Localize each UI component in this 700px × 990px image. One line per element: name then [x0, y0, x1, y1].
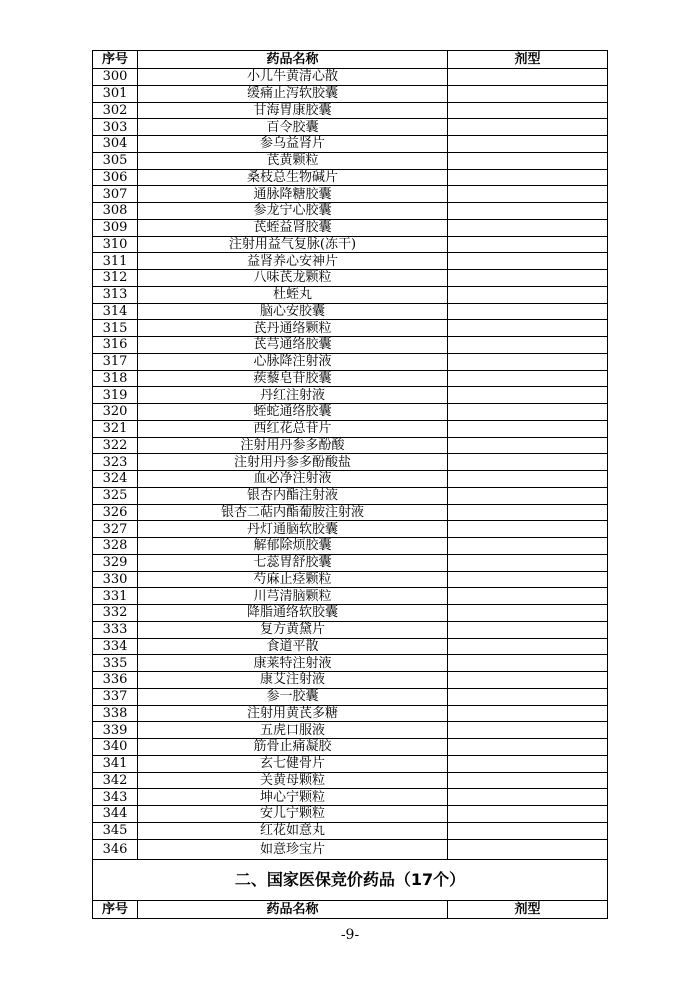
cell-no: 316: [93, 337, 138, 354]
cell-form: [448, 672, 608, 689]
table-row: [93, 320, 608, 337]
cell-form: [448, 387, 608, 404]
cell-no: 301: [93, 85, 138, 102]
table-row: [93, 152, 608, 169]
cell-form: [448, 370, 608, 387]
cell-no: 333: [93, 621, 138, 638]
cell-form: [448, 102, 608, 119]
cell-form: [448, 554, 608, 571]
cell-form: [448, 605, 608, 622]
cell-no: 320: [93, 404, 138, 421]
cell-form: [448, 203, 608, 220]
table-row: [93, 688, 608, 705]
table-row: [93, 353, 608, 370]
cell-name: 降脂通络软胶囊: [138, 605, 448, 622]
cell-form: [448, 186, 608, 203]
cell-no: 324: [93, 471, 138, 488]
table-row: [93, 420, 608, 437]
cell-form: [448, 152, 608, 169]
cell-form: [448, 722, 608, 739]
table-row: [93, 672, 608, 689]
cell-no: 330: [93, 571, 138, 588]
cell-no: 304: [93, 136, 138, 153]
cell-name: 脑心安胶囊: [138, 303, 448, 320]
table-row: [93, 303, 608, 320]
cell-no: 321: [93, 420, 138, 437]
cell-form: [448, 119, 608, 136]
cell-name: 筋骨止痛凝胶: [138, 739, 448, 756]
table-row: [93, 705, 608, 722]
cell-name: 桑枝总生物碱片: [138, 169, 448, 186]
cell-name: 注射用黄芪多糖: [138, 705, 448, 722]
cell-no: 337: [93, 688, 138, 705]
table-header-row: [93, 51, 608, 69]
table-row: [93, 588, 608, 605]
table-header-row-next: [93, 900, 608, 918]
cell-form: [448, 621, 608, 638]
table-row: [93, 69, 608, 86]
cell-name: 关黄母颗粒: [138, 772, 448, 789]
cell-no: 308: [93, 203, 138, 220]
cell-form: [448, 688, 608, 705]
cell-no: 319: [93, 387, 138, 404]
cell-no: 302: [93, 102, 138, 119]
table-row: [93, 755, 608, 772]
table-row: [93, 337, 608, 354]
cell-name: 如意珍宝片: [138, 839, 448, 859]
cell-name: 银杏内酯注射液: [138, 487, 448, 504]
cell-no: 317: [93, 353, 138, 370]
cell-form: [448, 755, 608, 772]
cell-form: [448, 337, 608, 354]
table-row: [93, 471, 608, 488]
cell-no: 303: [93, 119, 138, 136]
cell-no: 318: [93, 370, 138, 387]
cell-name: 心脉降注射液: [138, 353, 448, 370]
cell-no: 339: [93, 722, 138, 739]
cell-no: 342: [93, 772, 138, 789]
cell-no: 311: [93, 253, 138, 270]
cell-no: 312: [93, 270, 138, 287]
cell-form: [448, 571, 608, 588]
cell-name: 芪丹通络颗粒: [138, 320, 448, 337]
cell-name: 参乌益肾片: [138, 136, 448, 153]
table-row: [93, 722, 608, 739]
cell-name: 红花如意丸: [138, 822, 448, 839]
cell-form: [448, 655, 608, 672]
cell-name: 参一胶囊: [138, 688, 448, 705]
table-row: [93, 772, 608, 789]
cell-name: 蛭蛇通络胶囊: [138, 404, 448, 421]
cell-form: [448, 806, 608, 823]
cell-form: [448, 538, 608, 555]
cell-no: 323: [93, 454, 138, 471]
cell-name: 芪蛭益肾胶囊: [138, 219, 448, 236]
cell-name: 小儿牛黄清心散: [138, 69, 448, 86]
cell-no: 313: [93, 286, 138, 303]
cell-form: [448, 521, 608, 538]
table-row: [93, 85, 608, 102]
cell-no: 332: [93, 605, 138, 622]
table-row: [93, 404, 608, 421]
cell-name: 通脉降糖胶囊: [138, 186, 448, 203]
cell-name: 益肾养心安神片: [138, 253, 448, 270]
header-form: 剂型: [448, 900, 608, 918]
cell-name: 芪芎通络胶囊: [138, 337, 448, 354]
cell-no: 309: [93, 219, 138, 236]
cell-no: 341: [93, 755, 138, 772]
cell-form: [448, 437, 608, 454]
table-row: [93, 219, 608, 236]
cell-form: [448, 253, 608, 270]
cell-form: [448, 320, 608, 337]
cell-name: 注射用益气复脉(冻干): [138, 236, 448, 253]
table-row: [93, 270, 608, 287]
cell-no: 340: [93, 739, 138, 756]
cell-form: [448, 471, 608, 488]
table-row: [93, 538, 608, 555]
cell-name: 康艾注射液: [138, 672, 448, 689]
cell-no: 314: [93, 303, 138, 320]
table-row: [93, 387, 608, 404]
cell-form: [448, 588, 608, 605]
cell-form: [448, 705, 608, 722]
cell-name: 复方黄黛片: [138, 621, 448, 638]
cell-form: [448, 303, 608, 320]
table-row: [93, 186, 608, 203]
cell-form: [448, 839, 608, 859]
cell-no: 335: [93, 655, 138, 672]
cell-no: 338: [93, 705, 138, 722]
page-number: -9-: [340, 927, 360, 943]
table-row: [93, 454, 608, 471]
section-title: 二、国家医保竞价药品（17个）: [93, 859, 608, 900]
cell-name: 五虎口服液: [138, 722, 448, 739]
cell-form: [448, 739, 608, 756]
cell-no: 334: [93, 638, 138, 655]
table-row: [93, 739, 608, 756]
table-row: [93, 806, 608, 823]
cell-form: [448, 85, 608, 102]
cell-name: 芍麻止痉颗粒: [138, 571, 448, 588]
cell-form: [448, 420, 608, 437]
cell-name: 七蕊胃舒胶囊: [138, 554, 448, 571]
table-row: [93, 102, 608, 119]
table-row: [93, 370, 608, 387]
table-row: [93, 169, 608, 186]
table-row: [93, 286, 608, 303]
table-row: [93, 605, 608, 622]
cell-no: 344: [93, 806, 138, 823]
table-row: [93, 554, 608, 571]
cell-form: [448, 169, 608, 186]
table-row: [93, 521, 608, 538]
cell-no: 322: [93, 437, 138, 454]
header-name: 药品名称: [138, 51, 448, 69]
cell-name: 玄七健骨片: [138, 755, 448, 772]
cell-no: 300: [93, 69, 138, 86]
cell-name: 安儿宁颗粒: [138, 806, 448, 823]
cell-name: 百令胶囊: [138, 119, 448, 136]
cell-name: 丹红注射液: [138, 387, 448, 404]
cell-name: 血必净注射液: [138, 471, 448, 488]
cell-name: 西红花总苷片: [138, 420, 448, 437]
cell-no: 329: [93, 554, 138, 571]
drug-list-body: [93, 51, 608, 919]
table-row: [93, 203, 608, 220]
table-row: [93, 571, 608, 588]
cell-form: [448, 286, 608, 303]
cell-no: 343: [93, 789, 138, 806]
table-row: [93, 504, 608, 521]
header-name: 药品名称: [138, 900, 448, 918]
cell-no: 315: [93, 320, 138, 337]
table-row: [93, 839, 608, 859]
cell-name: 八味芪龙颗粒: [138, 270, 448, 287]
cell-form: [448, 487, 608, 504]
table-row: [93, 621, 608, 638]
cell-no: 310: [93, 236, 138, 253]
table-row: [93, 638, 608, 655]
cell-form: [448, 404, 608, 421]
cell-form: [448, 69, 608, 86]
table-row: [93, 236, 608, 253]
cell-name: 食道平散: [138, 638, 448, 655]
cell-name: 丹灯通脑软胶囊: [138, 521, 448, 538]
cell-name: 芪黄颗粒: [138, 152, 448, 169]
cell-name: 坤心宁颗粒: [138, 789, 448, 806]
header-no: 序号: [93, 900, 138, 918]
cell-no: 331: [93, 588, 138, 605]
cell-no: 345: [93, 822, 138, 839]
cell-name: 注射用丹参多酚酸: [138, 437, 448, 454]
table-row: [93, 437, 608, 454]
cell-form: [448, 504, 608, 521]
cell-form: [448, 454, 608, 471]
cell-form: [448, 772, 608, 789]
cell-name: 银杏二萜内酯葡胺注射液: [138, 504, 448, 521]
table-row: [93, 487, 608, 504]
table-row: [93, 789, 608, 806]
cell-name: 解郁除烦胶囊: [138, 538, 448, 555]
cell-no: 346: [93, 839, 138, 859]
cell-name: 杜蛭丸: [138, 286, 448, 303]
cell-no: 325: [93, 487, 138, 504]
table-row: [93, 119, 608, 136]
table-row: [93, 655, 608, 672]
cell-no: 327: [93, 521, 138, 538]
drug-list-table: [92, 50, 608, 919]
table-row: [93, 253, 608, 270]
cell-form: [448, 789, 608, 806]
header-no: 序号: [93, 51, 138, 69]
cell-no: 328: [93, 538, 138, 555]
cell-no: 336: [93, 672, 138, 689]
cell-name: 康莱特注射液: [138, 655, 448, 672]
cell-no: 307: [93, 186, 138, 203]
cell-form: [448, 136, 608, 153]
section-title-row: [93, 859, 608, 900]
cell-name: 蒺藜皂苷胶囊: [138, 370, 448, 387]
cell-form: [448, 236, 608, 253]
table-row: [93, 822, 608, 839]
cell-name: 甘海胃康胶囊: [138, 102, 448, 119]
cell-form: [448, 638, 608, 655]
table-row: [93, 136, 608, 153]
cell-form: [448, 219, 608, 236]
cell-name: 缓痛止泻软胶囊: [138, 85, 448, 102]
cell-no: 305: [93, 152, 138, 169]
header-form: 剂型: [448, 51, 608, 69]
cell-name: 注射用丹参多酚酸盐: [138, 454, 448, 471]
cell-form: [448, 270, 608, 287]
cell-name: 川芎清脑颗粒: [138, 588, 448, 605]
cell-no: 306: [93, 169, 138, 186]
cell-no: 326: [93, 504, 138, 521]
cell-name: 参龙宁心胶囊: [138, 203, 448, 220]
cell-form: [448, 822, 608, 839]
cell-form: [448, 353, 608, 370]
